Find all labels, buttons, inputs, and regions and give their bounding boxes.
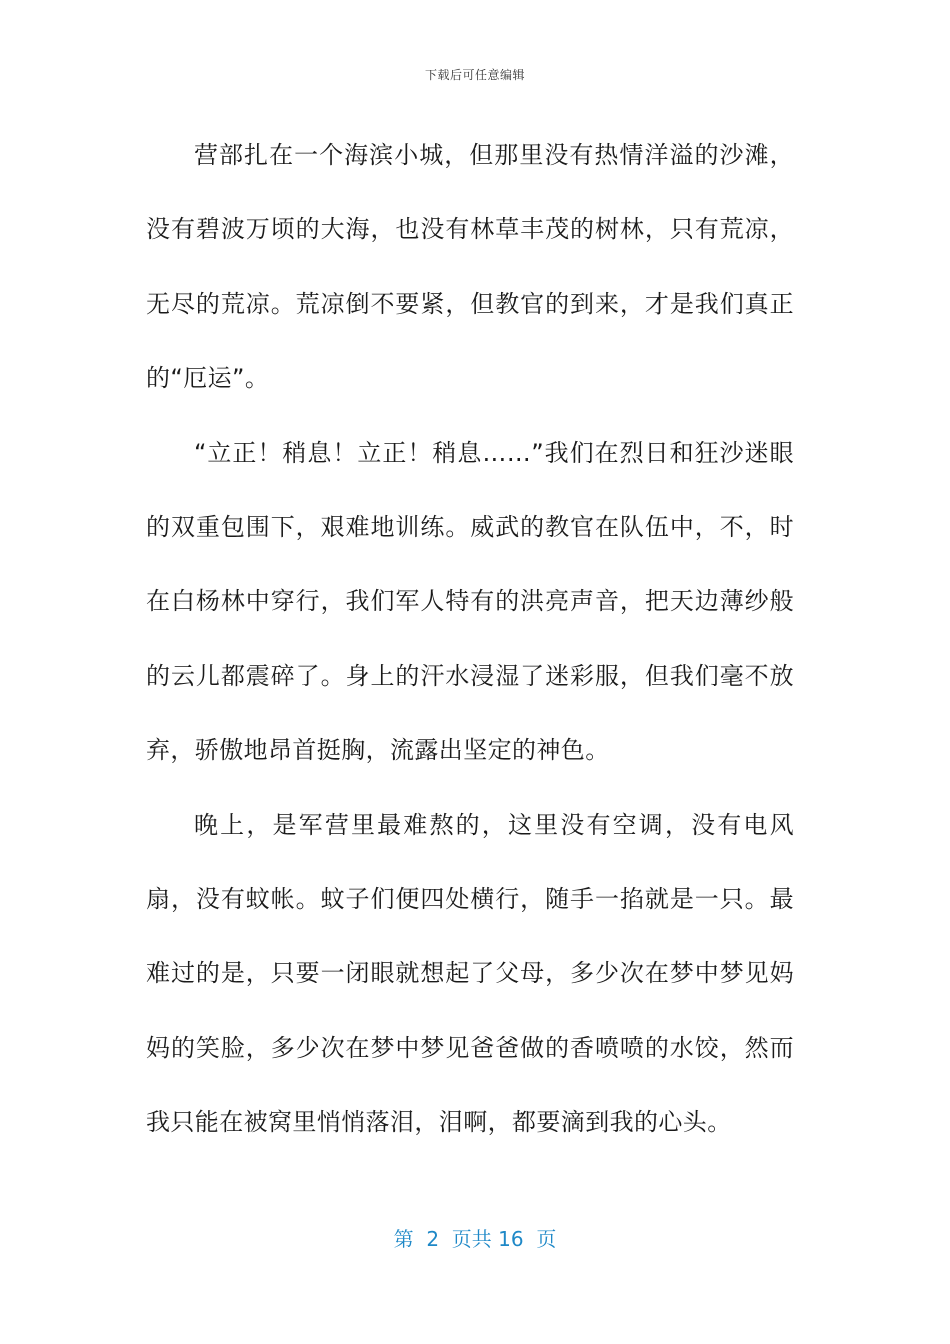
document-body [146,118,794,1160]
paragraph-1: 营部扎在一个海滨小城，但那里没有热情洋溢的沙滩，没有碧波万顷的大海，也没有林草丰茂的树林，只有荒凉，无尽的荒凉。荒凉倒不要紧，但教官的到来，才是我们真正的“厄运”。 [146,141,794,393]
paragraph-2: “立正！稍息！立正！稍息……”我们在烈日和狂沙迷眼的双重包围下，艰难地训练。威武的教官在队伍中，不，时在白杨林中穿行，我们军人特有的洪亮声音，把天边薄纱般的云儿都震碎了。身上的汗水浸湿了迷彩服，但我们毫不放弃，骄傲地昂首挺胸，流露出坚定的神色。 [146,438,794,765]
page-header: 下载后可任意编辑 [424,68,525,82]
page-footer: 第 2 页共 16 页 [393,1227,557,1251]
paragraph-3: 晚上，是军营里最难熬的，这里没有空调，没有电风扇，没有蚊帐。蚊子们便四处横行，随手一掐就是一只。最难过的是，只要一闭眼就想起了父母，多少次在梦中梦见妈妈的笑脸，多少次在梦中梦见爸爸做的香喷喷的水饺，然而我只能在被窝里悄悄落泪，泪啊，都要滴到我的心头。 [146,810,794,1137]
